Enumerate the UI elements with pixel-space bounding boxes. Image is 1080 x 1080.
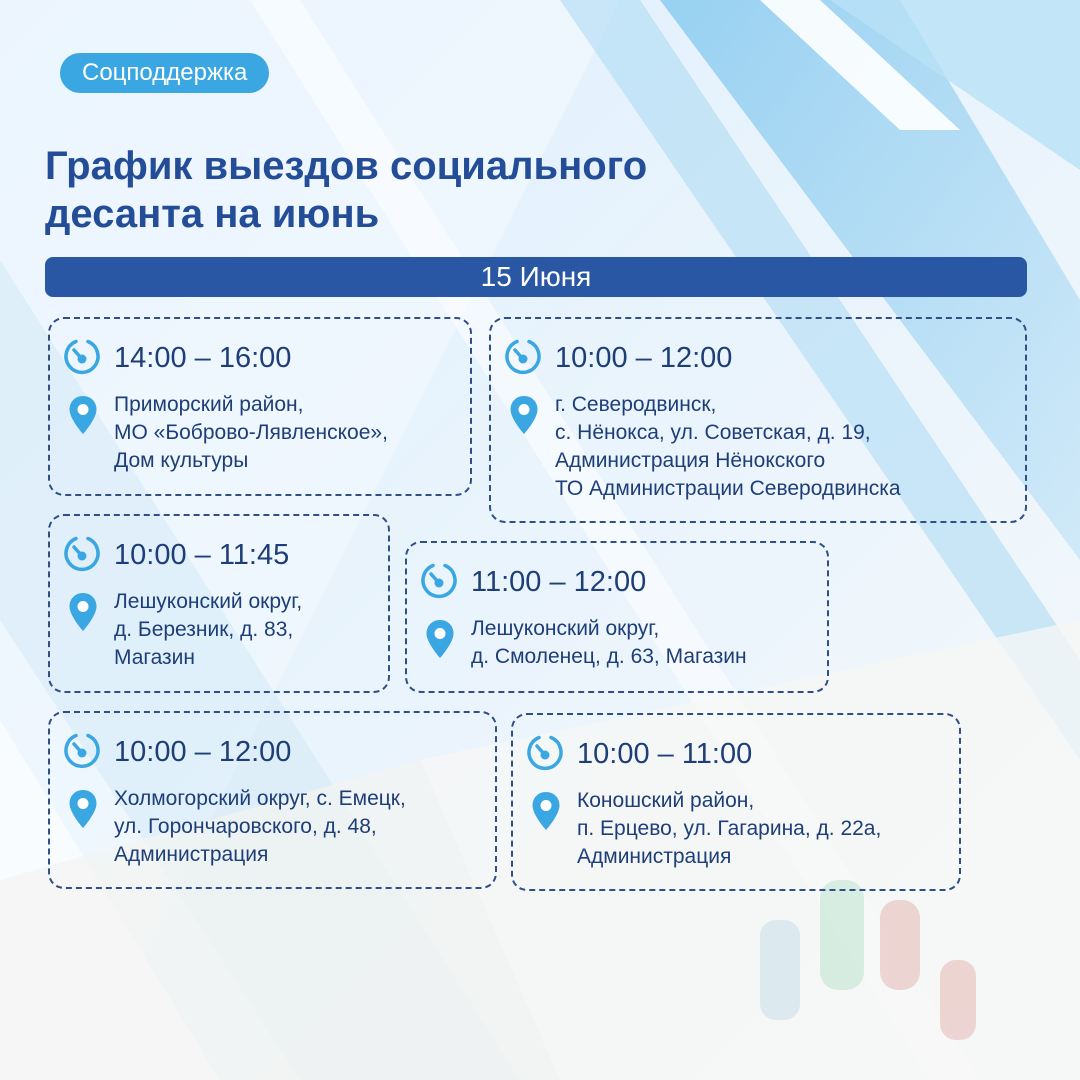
- location-pin-icon: [425, 619, 455, 659]
- page-title: [45, 142, 865, 238]
- location-pin-icon: [531, 791, 561, 831]
- clock-icon: [419, 561, 459, 601]
- event-card: [511, 713, 961, 891]
- event-address-line: г. Северодвинск,: [555, 393, 717, 416]
- event-time: 10:00 – 11:45: [114, 539, 290, 571]
- category-badge: Соцподдержка: [60, 53, 269, 93]
- event-address-line: Лешуконский округ,: [114, 590, 303, 613]
- event-card: [405, 541, 829, 693]
- event-address-line: ТО Администрации Северодвинска: [555, 477, 901, 500]
- event-address-line: Приморский район,: [114, 393, 304, 416]
- page-title-line-1: График выездов социального: [45, 144, 648, 188]
- location-pin-icon: [68, 592, 98, 632]
- location-pin-icon: [68, 395, 98, 435]
- event-address-line: Магазин: [114, 646, 196, 669]
- event-address-line: Коношский район,: [577, 789, 755, 812]
- event-address: [471, 615, 747, 671]
- event-address: [577, 787, 881, 871]
- event-card: [48, 711, 497, 889]
- event-time: 10:00 – 11:00: [577, 738, 753, 770]
- event-address-line: с. Нёнокса, ул. Советская, д. 19,: [555, 421, 871, 444]
- location-pin-icon: [509, 395, 539, 435]
- event-time: 14:00 – 16:00: [114, 342, 292, 374]
- event-address-line: Администрация: [577, 845, 732, 868]
- clock-icon: [62, 337, 102, 377]
- event-address-line: Лешуконский округ,: [471, 617, 660, 640]
- clock-icon: [503, 337, 543, 377]
- date-bar: 15 Июня: [45, 257, 1027, 297]
- event-time: 11:00 – 12:00: [471, 566, 647, 598]
- event-address-line: д. Смоленец, д. 63, Магазин: [471, 645, 747, 668]
- event-address: [114, 588, 302, 672]
- event-card: [489, 317, 1027, 523]
- event-card: [48, 317, 472, 496]
- location-pin-icon: [68, 789, 98, 829]
- event-time: 10:00 – 12:00: [555, 342, 733, 374]
- event-address-line: Холмогорский округ, с. Емецк,: [114, 787, 406, 810]
- event-time: 10:00 – 12:00: [114, 736, 292, 768]
- event-address-line: МО «Боброво-Лявленское»,: [114, 421, 388, 444]
- clock-icon: [62, 731, 102, 771]
- event-address-line: Администрация Нёнокского: [555, 449, 826, 472]
- event-address-line: ул. Горончаровского, д. 48,: [114, 815, 377, 838]
- clock-icon: [525, 733, 565, 773]
- event-card: [48, 514, 390, 693]
- event-address: [555, 391, 901, 503]
- event-address: [114, 391, 388, 475]
- event-address-line: Администрация: [114, 843, 269, 866]
- page-title-line-2: десанта на июнь: [45, 192, 380, 236]
- event-address-line: п. Ерцево, ул. Гагарина, д. 22а,: [577, 817, 882, 840]
- event-address-line: д. Березник, д. 83,: [114, 618, 294, 641]
- event-address: [114, 785, 406, 869]
- clock-icon: [62, 534, 102, 574]
- event-address-line: Дом культуры: [114, 449, 249, 472]
